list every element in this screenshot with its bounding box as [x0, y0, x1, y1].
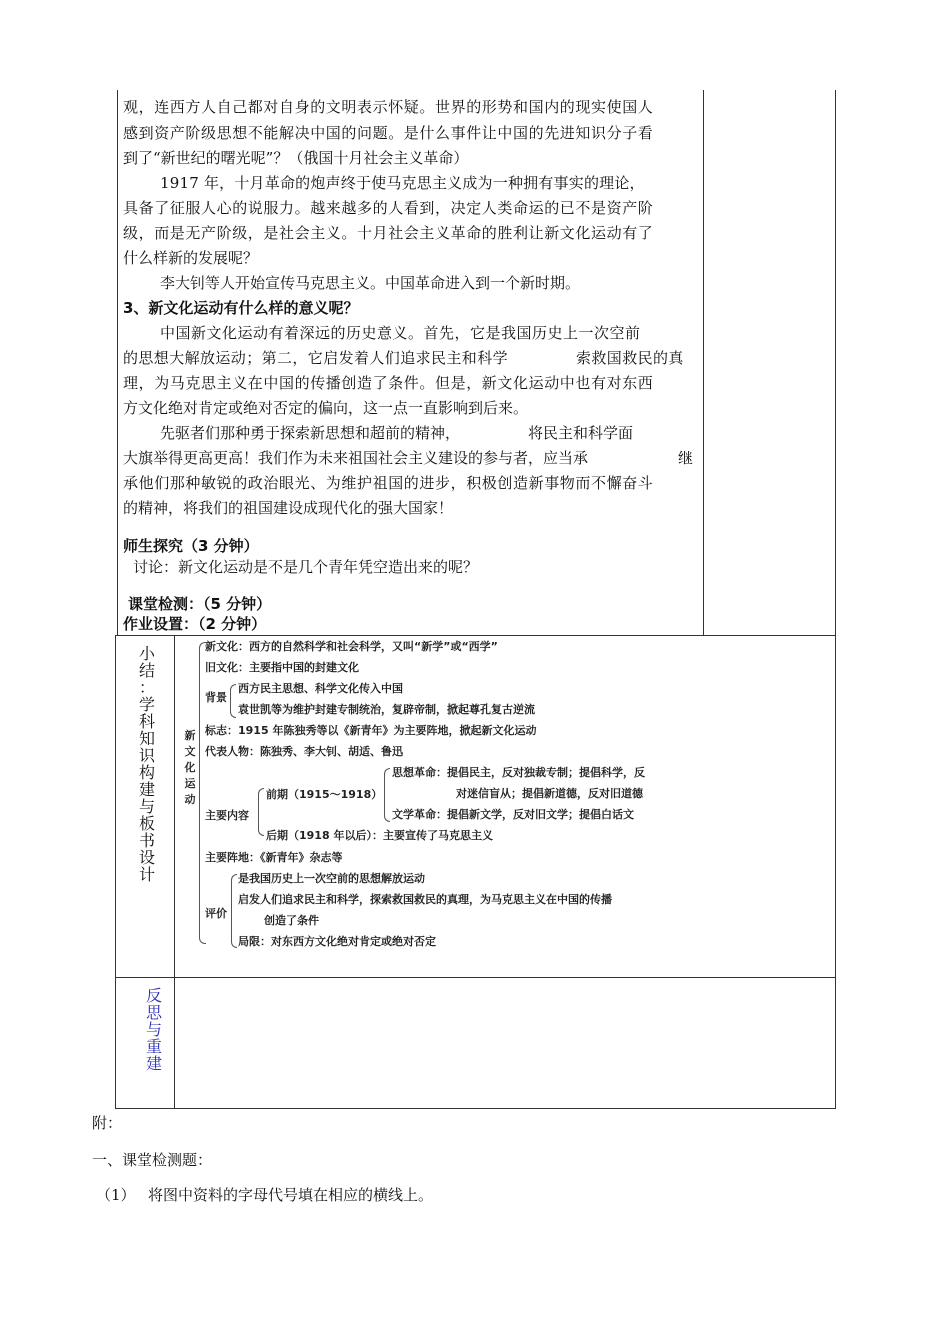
diagram-background-1: 西方民主思想、科学文化传入中国 — [238, 682, 403, 695]
closing-line-1a: 先驱者们那种勇于探索新思想和超前的精神， — [160, 424, 461, 442]
diagram-root-label: 新 文 化 运 动 — [184, 729, 196, 806]
closing-line-2b: 继 — [678, 449, 694, 467]
root-bracket — [199, 642, 206, 944]
diagram-background-label: 背景 — [205, 691, 227, 704]
closing-line-2a: 大旗举得更高更高！我们作为未来祖国社会主义建设的参与者，应当承 — [123, 449, 589, 467]
diagram-evaluation-label: 评价 — [205, 907, 227, 920]
closing-line-3: 承他们那种敏锐的政治眼光、为维护祖国的进步，积极创造新事物而不懈奋斗 — [123, 474, 654, 492]
diagram-thought-revolution-2: 对迷信盲从；提倡新道德，反对旧道德 — [456, 787, 643, 800]
summary-label: 小 结 ： 学 科 知 识 构 建 与 板 书 设 计 — [138, 644, 155, 884]
label-column-divider — [174, 635, 175, 1108]
closing-line-4: 的精神，将我们的祖国建设成现代化的强大国家！ — [123, 499, 454, 517]
diagram-background-2: 袁世凯等为维护封建专制统治，复辟帝制，掀起尊孔复古逆流 — [238, 703, 535, 716]
diagram-old-culture: 旧文化：主要指中国的封建文化 — [205, 661, 359, 674]
row-divider-top — [115, 635, 836, 636]
appendix-label: 附： — [92, 1114, 123, 1132]
early-period-bracket — [384, 768, 390, 822]
table-left-border — [117, 90, 118, 635]
diagram-new-culture: 新文化：西方的自然科学和社会科学，又叫“新学”或“西学” — [205, 640, 498, 653]
table-bottom-border — [115, 1108, 836, 1109]
body-line-8: 李大钊等人开始宣传马克思主义。中国革命进入到一个新时期。 — [160, 274, 581, 292]
body-line-1: 观，连西方人自己都对自身的文明表示怀疑。世界的形势和国内的现实使国人 — [123, 98, 654, 116]
significance-line-2a: 的思想大解放运动；第二，它启发着人们追求民主和科学 — [123, 349, 509, 367]
closing-line-1b: 将民主和科学面 — [528, 424, 634, 442]
reflection-label: 反 思 与 重 建 — [145, 986, 162, 1073]
body-line-4: 1917 年，十月革命的炮声终于使马克思主义成为一种拥有事实的理论， — [160, 174, 645, 192]
content-bracket — [258, 788, 264, 836]
diagram-content-label: 主要内容 — [205, 809, 249, 822]
table-right-border — [835, 90, 836, 1108]
significance-line-1: 中国新文化运动有着深远的历史意义。首先，它是我国历史上一次空前 — [160, 324, 641, 342]
diagram-figures: 代表人物：陈独秀、李大钊、胡适、鲁迅 — [205, 745, 403, 758]
significance-line-3: 理，为马克思主义在中国的传播创造了条件。但是，新文化运动中也有对东西 — [123, 374, 654, 392]
significance-line-2b: 索救国救民的真 — [576, 349, 684, 367]
body-line-5: 具备了征服人心的说服力。越来越多的人看到，决定人类命运的已不是资产阶 — [123, 199, 654, 217]
appendix-question-text: 将图中资料的字母代号填在相应的横线上。 — [148, 1186, 434, 1204]
appendix-section-title: 一、课堂检测题： — [92, 1151, 213, 1169]
diagram-symbol: 标志：1915 年陈独秀等以《新青年》为主要阵地，掀起新文化运动 — [205, 724, 537, 737]
row-divider-middle — [115, 977, 836, 978]
diagram-position: 主要阵地：《新青年》杂志等 — [205, 851, 343, 864]
inquiry-title: 师生探究（3 分钟） — [123, 537, 259, 555]
background-bracket — [230, 684, 236, 718]
diagram-evaluation-1: 是我国历史上一次空前的思想解放运动 — [238, 872, 425, 885]
body-line-7: 什么样新的发展呢？ — [123, 249, 259, 267]
diagram-late-period: 后期（1918 年以后）：主要宣传了马克思主义 — [266, 829, 493, 842]
appendix-question-number: （1） — [96, 1186, 136, 1204]
body-line-3: 到了“新世纪的曙光呢”？（俄国十月社会主义革命） — [123, 149, 469, 167]
diagram-evaluation-3: 创造了条件 — [264, 914, 319, 927]
evaluation-bracket — [231, 874, 237, 948]
body-line-2: 感到资产阶级思想不能解决中国的问题。是什么事件让中国的先进知识分子看 — [123, 124, 654, 142]
section-heading-3: 3、新文化运动有什么样的意义呢？ — [123, 299, 359, 317]
diagram-evaluation-2: 启发人们追求民主和科学，探索救国救民的真理，为马克思主义在中国的传播 — [238, 893, 612, 906]
diagram-evaluation-4: 局限：对东西方文化绝对肯定或绝对否定 — [238, 935, 436, 948]
column-divider — [703, 90, 704, 635]
body-line-6: 级，而是无产阶级，是社会主义。十月社会主义革命的胜利让新文化运动有了 — [123, 224, 654, 242]
class-test-title: 课堂检测：（5 分钟） — [128, 595, 272, 613]
table-left-border-lower — [115, 635, 116, 1108]
inquiry-text: 讨论：新文化运动是不是几个青年凭空造出来的呢？ — [133, 558, 479, 576]
diagram-thought-revolution-1: 思想革命：提倡民主，反对独裁专制；提倡科学，反 — [392, 766, 645, 779]
homework-title: 作业设置：（2 分钟） — [123, 615, 267, 633]
diagram-literary-revolution: 文学革命：提倡新文学，反对旧文学；提倡白话文 — [392, 808, 634, 821]
significance-line-4: 方文化绝对肯定或绝对否定的偏向，这一点一直影响到后来。 — [123, 399, 529, 417]
diagram-early-period: 前期（1915～1918） — [266, 788, 383, 801]
